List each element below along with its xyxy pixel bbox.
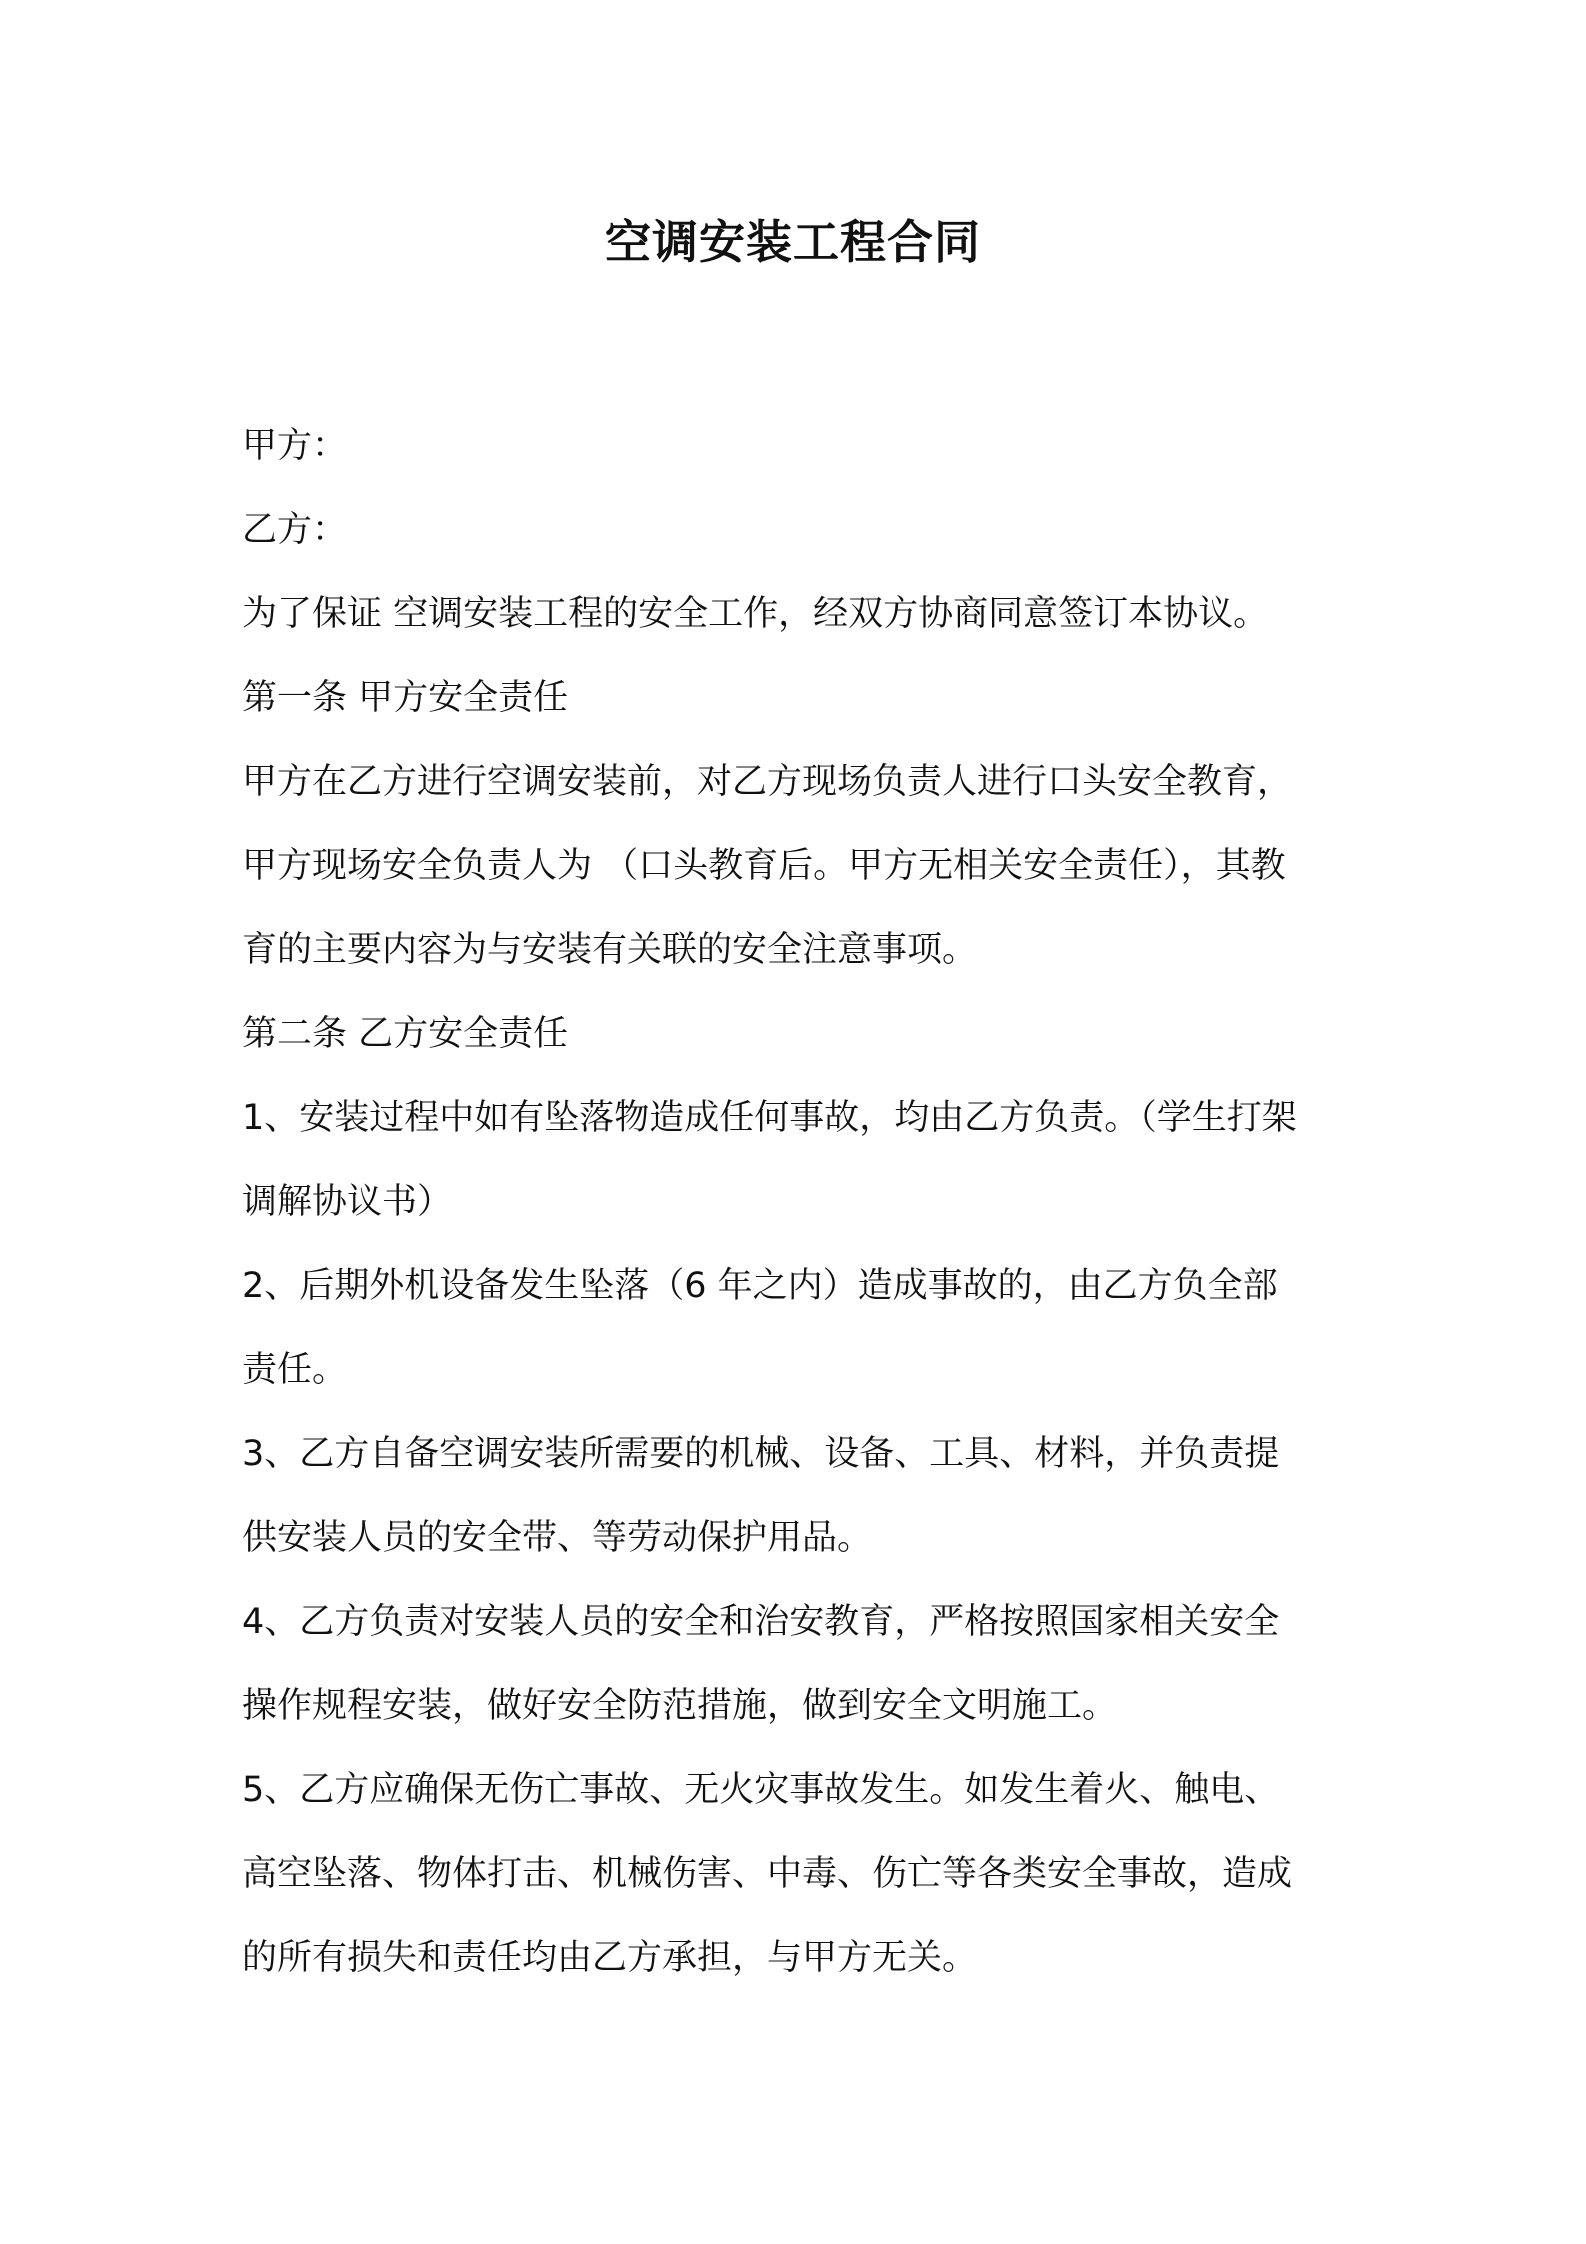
clause-3-line: 供安装人员的安全带、等劳动保护用品。 bbox=[242, 1518, 873, 1558]
clause-5-line: 高空坠落、物体打击、机械伤害、中毒、伤亡等各类安全事故，造成 bbox=[242, 1854, 1293, 1894]
article-1-text-line: 育的主要内容为与安装有关联的安全注意事项。 bbox=[242, 930, 978, 970]
clause-4-line: 操作规程安装，做好安全防范措施，做到安全文明施工。 bbox=[242, 1686, 1118, 1726]
article-1-heading: 第一条 甲方安全责任 bbox=[242, 678, 569, 718]
document-body bbox=[242, 404, 1362, 2000]
party-b-line: 乙方： bbox=[242, 510, 348, 550]
clause-2-line: 责任。 bbox=[242, 1350, 348, 1390]
article-2-heading: 第二条 乙方安全责任 bbox=[242, 1014, 569, 1054]
preamble-line: 为了保证 空调安装工程的安全工作，经双方协商同意签订本协议。 bbox=[242, 594, 1269, 634]
clause-5-line: 5、乙方应确保无伤亡事故、无火灾事故发生。如发生着火、触电、 bbox=[242, 1770, 1280, 1810]
clause-1-line: 1、安装过程中如有坠落物造成任何事故，均由乙方负责。（学生打架 bbox=[242, 1098, 1297, 1138]
party-a-line: 甲方： bbox=[242, 426, 348, 466]
article-1-text-line: 甲方现场安全负责人为 （口头教育后。甲方无相关安全责任），其教 bbox=[242, 846, 1286, 886]
clause-2-line: 2、后期外机设备发生坠落（6 年之内）造成事故的，由乙方负全部 bbox=[242, 1266, 1278, 1306]
clause-1-line: 调解协议书） bbox=[242, 1182, 453, 1222]
document-title: 空调安装工程合同 bbox=[605, 215, 981, 269]
clause-3-line: 3、乙方自备空调安装所需要的机械、设备、工具、材料，并负责提 bbox=[242, 1434, 1280, 1474]
article-1-text-line: 甲方在乙方进行空调安装前，对乙方现场负责人进行口头安全教育， bbox=[242, 762, 1293, 802]
clause-5-line: 的所有损失和责任均由乙方承担，与甲方无关。 bbox=[242, 1938, 978, 1978]
clause-4-line: 4、乙方负责对安装人员的安全和治安教育，严格按照国家相关安全 bbox=[242, 1602, 1280, 1642]
